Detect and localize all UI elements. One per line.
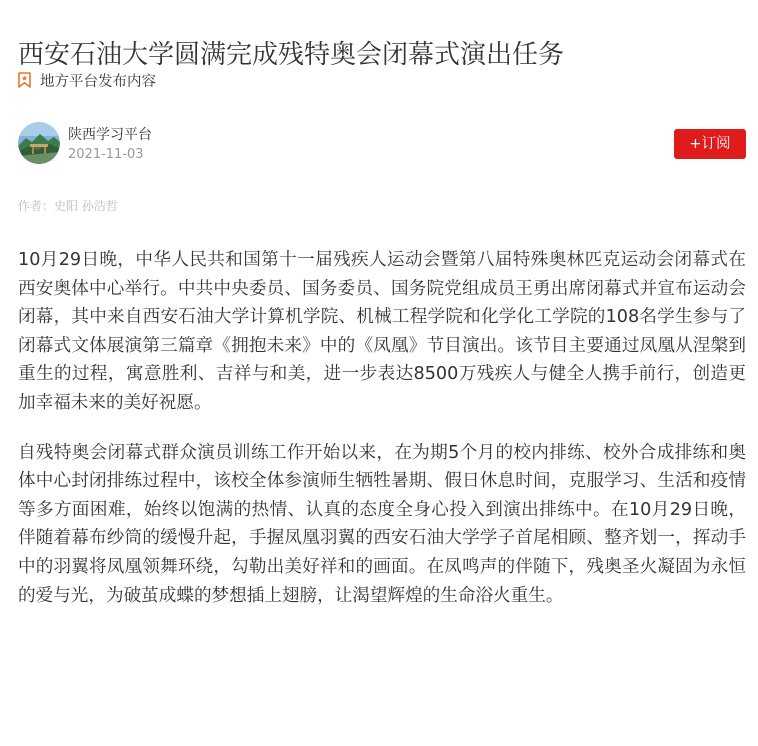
byline: 作者：史阳 孙浩哲: [18, 199, 118, 213]
paragraph: 10月29日晚，中华人民共和国第十一届残疾人运动会暨第八届特殊奥林匹克运动会闭幕式在西安奥体中心举行。中共中央委员、国务委员、国务院党组成员王勇出席闭幕式并宣布运动会闭幕，其中来自西安石油大学计算机学院、机械工程学院和化学化工学院的108名学生参与了闭幕式文体展演第三篇章《拥抱未来》中的《凤凰》节目演出。该节目主要通过凤凰从涅槃到重生的过程，寓意胜利、吉祥与和美，进一步表达8500万残疾人与健全人携手前行，创造更加幸福未来的美好祝愿。: [18, 250, 746, 413]
publish-date: 2021-11-03: [68, 147, 144, 162]
source-label: 地方平台发布内容: [40, 73, 156, 90]
source-row: [18, 68, 156, 92]
article-body: [18, 246, 746, 610]
avatar[interactable]: [18, 122, 60, 164]
article-title: 西安石油大学圆满完成残特奥会闭幕式演出任务: [18, 40, 565, 71]
platform-name[interactable]: 陕西学习平台: [68, 127, 152, 143]
author-block: [18, 122, 746, 168]
bookmark-icon: [18, 72, 31, 88]
subscribe-button[interactable]: +订阅: [674, 129, 746, 159]
paragraph: 自残特奥会闭幕式群众演员训练工作开始以来，在为期5个月的校内排练、校外合成排练和奥体中心封闭排练过程中，该校全体参演师生牺牲暑期、假日休息时间，克服学习、生活和疫情等多方面困难，始终以饱满的热情、认真的态度全身心投入到演出排练中。在10月29日晚，伴随着幕布纱筒的缓慢升起，手握凤凰羽翼的西安石油大学学子首尾相顾、整齐划一，挥动手中的羽翼将凤凰领舞环绕，勾勒出美好祥和的画面。在凤鸣声的伴随下，残奥圣火凝固为永恒的爱与光，为破茧成蝶的梦想插上翅膀，让渴望辉煌的生命浴火重生。: [18, 442, 746, 606]
avatar-landscape-icon: [18, 122, 60, 164]
